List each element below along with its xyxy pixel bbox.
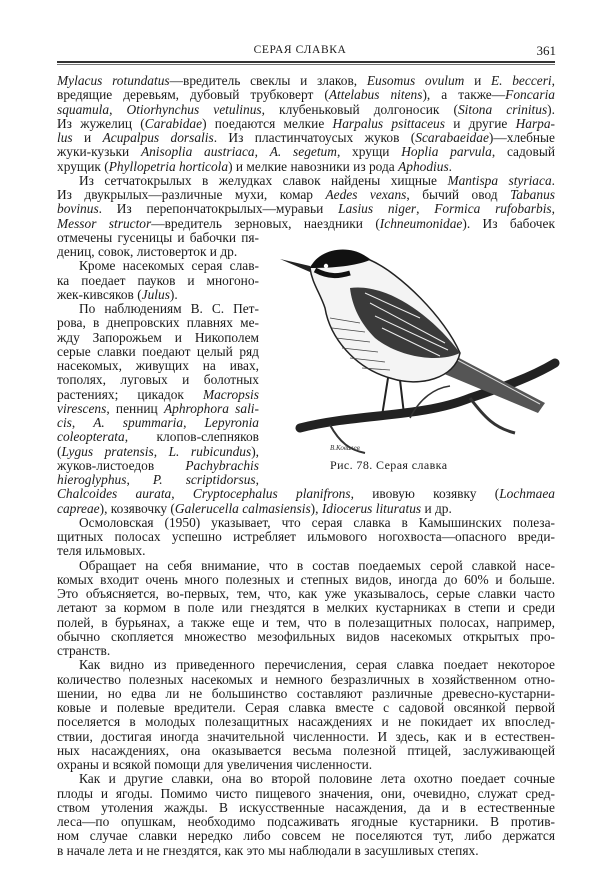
text-span: летают за кормом в поле или гнездятся в мелких кустарниках в степи и среди [57,600,555,616]
text-span: серые славки поедают целый ряд [57,343,259,359]
text-line [57,572,555,587]
running-header-title: СЕРАЯ СЛАВКА [253,44,347,56]
text-line [57,486,555,501]
text-span: обычно скопляется множество мезофильных видов насекомых открытых про- [57,628,555,644]
text-span: —вредитель свеклы и злаков, [169,73,367,88]
latin-name: Lepyronia [204,415,259,430]
text-span: щитных полосах успешно истребляет ильмового ногохвоста—опасного вреди- [57,529,555,544]
text-line [57,173,555,188]
text-line [57,586,555,601]
text-span: жуков-листоедов [57,457,186,473]
latin-name: Tabanus [510,187,555,202]
text-span: в начале лета и не гнездятся, как это мы наблюдали в засушливых степях. [57,842,479,858]
text-span: , ивовую козявку ( [350,486,500,502]
text-span: , [416,201,435,217]
text-span: ка поедает пауков и многоно- [57,272,259,288]
text-line [57,458,259,473]
text-span: Осмоловская (1950) указывает, что серая славка в Камышинских полеза- [79,514,555,530]
latin-name: cis [57,415,72,430]
text-span: ), а также— [422,87,506,103]
text-span: Из сетчатокрылых в желудках славок найдены хищные [79,172,448,188]
text-span: количество полезных насекомых и немного безразличных в хозяйственном отно- [57,671,555,687]
bird-illustration [270,228,560,460]
text-span: и [464,73,491,88]
text-line [57,657,555,672]
text-line [57,415,259,430]
text-span: Как видно из приведенного перечисления, серая славка поедает некоторое [79,657,555,673]
text-span: насекомых, живущих на ивах, [57,358,259,373]
text-span: жуки-кузьки [57,144,141,160]
latin-name: Cryptocephalus planifrons [192,486,351,502]
figure-caption: Рис. 78. Серая славка [330,458,448,472]
text-line [57,401,259,416]
latin-name: Phyllopetria horticola [108,158,229,174]
text-line [57,73,555,88]
text-span: , хрущи [336,144,402,160]
latin-name: Scarabaeidae [415,130,489,145]
text-span: теля ильмовых. [57,543,146,559]
text-span: , клопов-слепняков [124,429,259,445]
latin-name: Anisoplia austriaca [140,144,255,160]
text-span: ных насаждениях, она оказывается весьма полезной птицей, заслуживающей [57,742,555,758]
latin-name: E. becceri [490,73,552,88]
text-span: , [153,443,169,459]
latin-name: Macropsis [202,386,259,402]
latin-name: Hoplia parvula [401,144,492,160]
text-line [57,159,555,174]
text-span: . Из пластинчатоусых жуков ( [213,130,416,145]
text-line [57,714,555,729]
text-line [57,686,555,701]
text-line [57,643,555,658]
text-line [57,800,555,815]
latin-name: Chalcoides aurata [57,486,172,502]
latin-name: Sitona crinitus [457,101,548,117]
text-line [57,515,555,530]
text-span: , клубеньковый долгоносик ( [261,101,458,117]
text-line [57,828,555,843]
header-rule-thin [57,64,555,65]
text-span: хрущик ( [57,158,109,174]
latin-name: Lasius niger [338,201,417,217]
latin-name: Attelabus nitens [328,87,423,103]
text-line [57,358,259,373]
text-span: плоды и ягоды. Помимо чисто пищевого значения, они, очевидно, служат сред- [57,785,555,801]
text-line [57,543,555,558]
latin-name: lus [57,130,73,145]
latin-name: Carabidae [144,115,203,131]
latin-name: coleopterata [57,429,125,445]
text-span: ством утоления жажды. В искусственные насаждения, да и в естественные [57,799,555,815]
latin-name: Eusomus ovulum [366,73,465,88]
latin-name: Julus [141,286,170,302]
text-span: По наблюдениям В. С. Пет- [79,301,259,316]
text-line [57,472,259,487]
text-line [57,558,555,573]
text-span: и др. [421,500,452,516]
text-line [57,700,555,715]
text-span: ), козявочку ( [99,500,175,516]
latin-name: Aphodius [398,158,449,174]
text-line [57,230,259,245]
text-line [57,629,555,644]
text-span: , садовый [491,144,555,160]
text-line [57,201,555,216]
text-line [57,102,555,117]
text-span: Это объясняется, во-первых, тем, что, как уже указывалось, серые славки часто [57,586,555,601]
text-span: , пенниц [106,400,164,416]
text-span: жду Запорожьем и Никополем [57,329,259,345]
text-span: ), [310,500,322,516]
text-span: рова, в днепровских плавнях ме- [57,315,259,331]
text-line [57,729,555,744]
latin-name: A. segetum [269,144,337,160]
text-span: растениях; цикадок [57,386,203,402]
text-line [57,501,555,516]
latin-name: Pachybrachis [185,457,259,473]
latin-name: Acupalpus dorsalis [102,130,214,145]
latin-name: capreae [57,500,100,516]
text-span: полей, в бурьянах, а также еще и тем, что в полезащитных полосах, например, [57,614,555,630]
text-line [57,372,259,387]
text-line [57,743,555,758]
latin-name: bovinus [57,201,99,217]
text-span: . [551,172,555,188]
latin-name: Mylacus rotundatus [57,73,170,88]
text-span: , бычий овод [406,187,511,202]
text-span: , [255,472,259,487]
page-number: 361 [536,43,556,58]
text-span: . [448,158,453,174]
latin-name: Harpa- [515,115,556,131]
text-span: ) и мелкие навозники из рода [228,158,399,174]
latin-name: Galerucella calmasiensis [174,500,311,516]
text-span: ( [57,443,62,459]
latin-name: Mantispa styriaca [447,172,552,188]
text-line [57,843,555,858]
text-line [57,330,259,345]
text-span: и [72,130,103,145]
text-span: —вредитель зерновых, наездники ( [151,215,380,231]
text-span: ), [251,443,259,459]
latin-name: L. rubicundus [168,443,252,459]
text-line [57,429,259,444]
text-span: Обращает на себя внимание, что в состав поедаемых серой славкой насе- [79,557,555,573]
text-span: ствии, достигая иногда значительной численности. И здесь, как и в естествен- [57,728,555,744]
text-span: ковые и полевые вредители. Серая славка вместе с садовой овсянкой первой [57,700,555,715]
text-span: леса—по опушкам, необходимо подсаживать ягодные кустарники. В против- [57,814,555,829]
latin-name: Aphrophora sali- [163,400,259,416]
text-line [57,244,259,259]
latin-name: Idiocerus lituratus [321,500,422,516]
text-line [57,672,555,687]
text-span: ) поедаются мелкие [202,115,333,131]
text-span: комых входит очень много полезных и степных видов, иногда до 60% и больше. [57,571,555,587]
text-line [57,600,555,615]
text-span: Из двукрылых—различные мухи, комар [57,187,326,202]
text-span: , [126,472,153,487]
latin-name: Formica rufobarbis [434,201,552,217]
text-span: , [71,415,94,430]
text-span: , [254,144,270,160]
text-span: ). [169,286,178,302]
text-line [57,444,259,459]
svg-text:В.Ковалев: В.Ковалев [330,444,360,452]
latin-name: P. scriptidorsus [152,472,256,487]
text-span: Как и другие славки, она во второй половине лета охотно поедает сочные [79,771,555,787]
text-span: Кроме насекомых серая слав- [79,258,259,274]
text-span: ). Из бабочек [462,215,555,231]
text-span: дениц, совок, листоверток и др. [57,244,238,259]
text-span: тополях, луговых и болотных [57,372,259,388]
text-line [57,287,259,302]
text-line [57,814,555,829]
latin-name: Lochmaea [499,486,555,502]
latin-name: Messor structor [57,215,152,231]
text-line [57,387,259,402]
latin-name: squamula [57,101,110,117]
text-line [57,130,555,145]
latin-name: Ichneumonidae [379,215,463,231]
text-line [57,273,259,288]
text-span: странств. [57,643,111,658]
text-span: , [551,201,556,217]
text-line [57,187,555,202]
text-span: вредящие деревьям, дубовый трубковерт ( [57,87,329,103]
text-span: , [551,73,555,88]
text-line [57,529,555,544]
latin-name: Harpalus psittaceus [332,115,445,131]
text-span: , [183,415,205,430]
latin-name: virescens [57,400,107,416]
text-line [57,344,259,359]
latin-name: A. spummaria [93,415,184,430]
text-span: Из жужелиц ( [57,115,145,131]
text-line [57,315,259,330]
text-line [57,786,555,801]
text-span: отмечены гусеницы и бабочки пя- [57,229,259,245]
text-line [57,615,555,630]
text-span: шении, но едва ли не большинство составляют различные древесно-кустарни- [57,685,555,701]
text-line [57,771,555,786]
text-line [57,757,555,772]
text-span: , [171,486,193,502]
text-span: охраны и всякой помощи для увеличения численности. [57,757,373,772]
latin-name: Foncaria [505,87,555,103]
text-span: ). [547,101,555,117]
text-span: поселяется в молодых полезащитных насаждениях и не покидает их впослед- [57,714,555,730]
text-line [57,144,555,159]
text-span: ном случае славки нередко либо совсем не поселяются тут, либо держатся [57,828,555,844]
text-line [57,87,555,102]
text-line [57,116,555,131]
latin-name: Lygus pratensis [61,443,154,459]
latin-name: Otiorhynchus vetulinus [126,101,262,117]
latin-name: hieroglyphus [57,472,127,487]
text-span: , [109,101,127,117]
latin-name: Aedes vexans [325,187,407,202]
text-span: . Из перепончатокрылых—муравьи [98,201,339,217]
text-span: жек-кивсяков ( [57,286,142,302]
header-rule [57,61,555,63]
text-line [57,301,259,316]
text-line [57,258,259,273]
text-span: и другие [444,115,516,131]
text-span: )—хлебные [488,130,555,145]
